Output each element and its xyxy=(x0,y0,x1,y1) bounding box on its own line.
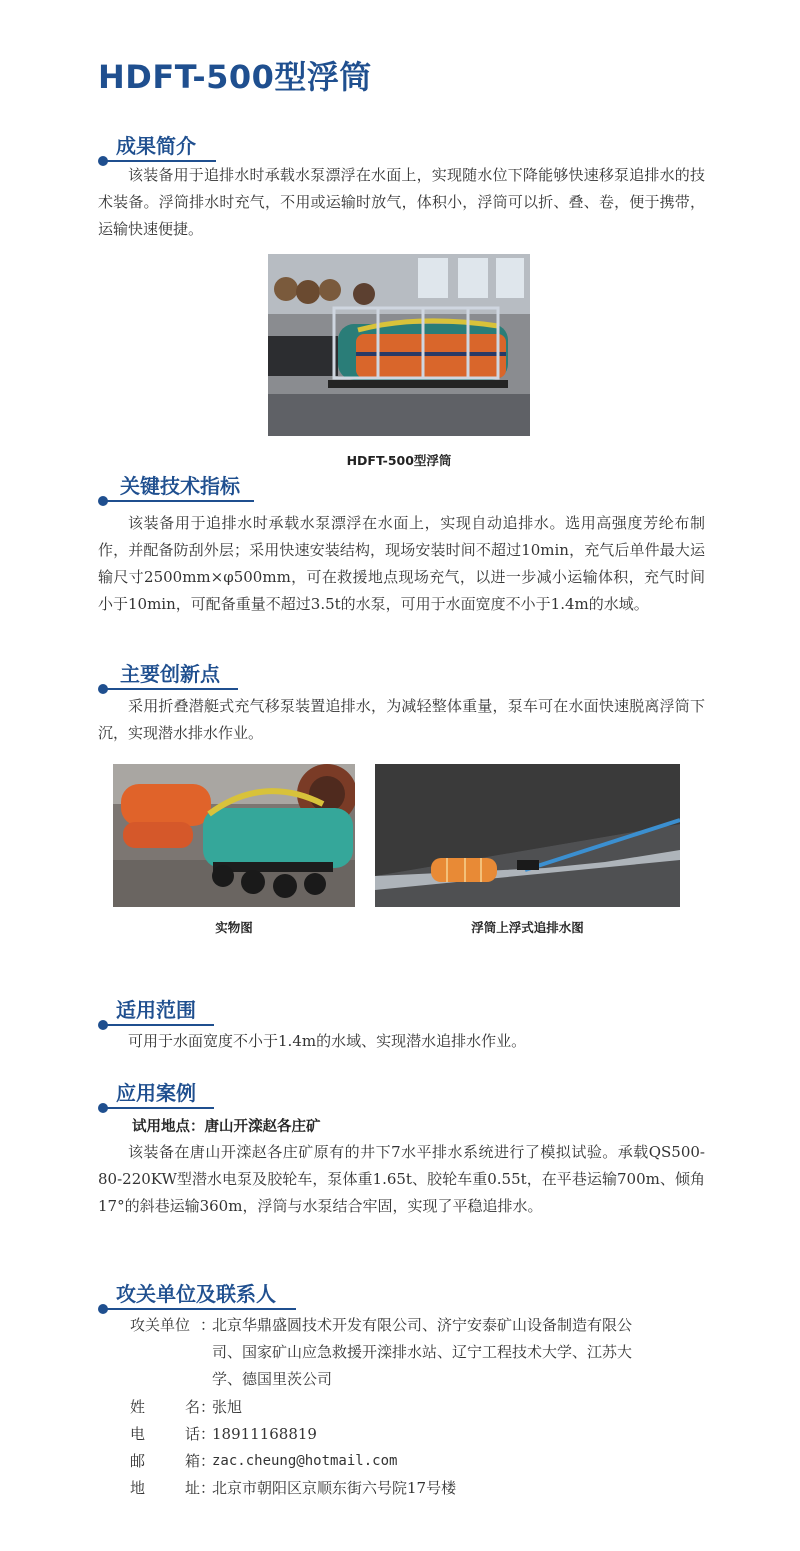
float-photo xyxy=(268,254,530,436)
contact-address-row xyxy=(130,1475,690,1502)
contact-unit-row xyxy=(130,1312,690,1394)
colon: ： xyxy=(200,1479,216,1497)
specs-text: 该装备用于追排水时承载水泵漂浮在水面上，实现自动追排水。选用高强度芳纶布制作，并配备防刮外层；采用快速安装结构，现场安装时间不超过10min，充气后单件最大运输尺寸2500mm×φ500mm，可在救援地点现场充气，以进一步减小运输体积，充气时间小于10min，可配备重量不超过3.5t的水泵，可用于水面宽度不小于1.4m的水域。 xyxy=(98,514,705,613)
cases-text: 该装备在唐山开滦赵各庄矿原有的井下7水平排水系统进行了模拟试验。承载QS500-80-220KW型潜水电泵及胶轮车，泵体重1.65t、胶轮车重0.55t，在平巷运输700m、倾角17°的斜巷运输360m，浮筒与水泵结合牢固，实现了平稳追排水。 xyxy=(98,1143,705,1215)
innovation-caption-right: 浮筒上浮式追排水图 xyxy=(471,920,584,935)
section-heading-label: 攻关单位及联系人 xyxy=(116,1282,276,1306)
email-label: 邮 箱 xyxy=(130,1452,200,1470)
colon: ： xyxy=(200,1316,216,1334)
float-diagram-image xyxy=(375,764,680,907)
unit-label: 攻关单位 xyxy=(130,1316,191,1334)
page-title: HDFT-500型浮筒 xyxy=(98,58,372,96)
section-heading-label: 成果简介 xyxy=(116,134,196,158)
colon: ： xyxy=(200,1398,216,1416)
name-value: 张旭 xyxy=(212,1398,243,1416)
contact-phone-row xyxy=(130,1421,690,1448)
colon: ： xyxy=(200,1425,216,1443)
section-heading-label: 主要创新点 xyxy=(120,662,220,686)
scope-text: 可用于水面宽度不小于1.4m的水域、实现潜水追排水作业。 xyxy=(128,1032,527,1050)
real-equipment-photo xyxy=(113,764,355,907)
contact-name-row xyxy=(130,1394,690,1421)
innovation-text: 采用折叠潜艇式充气移泵装置追排水，为减轻整体重量，泵车可在水面快速脱离浮筒下沉，实现潜水排水作业。 xyxy=(98,697,705,742)
address-value: 北京市朝阳区京顺东街六号院17号楼 xyxy=(212,1479,457,1497)
section-heading-label: 关键技术指标 xyxy=(120,474,240,498)
heading-underline xyxy=(104,688,238,690)
contact-email-row xyxy=(130,1448,690,1475)
name-label: 姓 名 xyxy=(130,1398,200,1416)
unit-value: 北京华鼎盛圆技术开发有限公司、济宁安泰矿山设备制造有限公司、国家矿山应急救援开滦排水站、辽宁工程技术大学、江苏大学、德国里茨公司 xyxy=(212,1316,633,1388)
heading-underline xyxy=(104,1024,214,1026)
address-label: 地 址 xyxy=(130,1479,200,1497)
innovation-caption-left: 实物图 xyxy=(215,920,253,935)
intro-text: 该装备用于追排水时承载水泵漂浮在水面上，实现随水位下降能够快速移泵追排水的技术装备。浮筒排水时充气，不用或运输时放气，体积小，浮筒可以折、叠、卷，便于携带，运输快速便捷。 xyxy=(98,166,705,238)
heading-underline xyxy=(104,500,254,502)
heading-underline xyxy=(104,1308,296,1310)
phone-label: 电 话 xyxy=(130,1425,200,1443)
intro-image-caption: HDFT-500型浮筒 xyxy=(346,453,452,468)
heading-underline xyxy=(104,1107,214,1109)
section-heading-label: 适用范围 xyxy=(116,998,196,1022)
case-location: 试用地点：唐山开滦赵各庄矿 xyxy=(132,1119,321,1135)
phone-value: 18911168819 xyxy=(212,1425,317,1443)
email-value: zac.cheung@hotmail.com xyxy=(212,1453,398,1469)
section-heading-label: 应用案例 xyxy=(116,1081,196,1105)
colon: ： xyxy=(200,1452,216,1470)
